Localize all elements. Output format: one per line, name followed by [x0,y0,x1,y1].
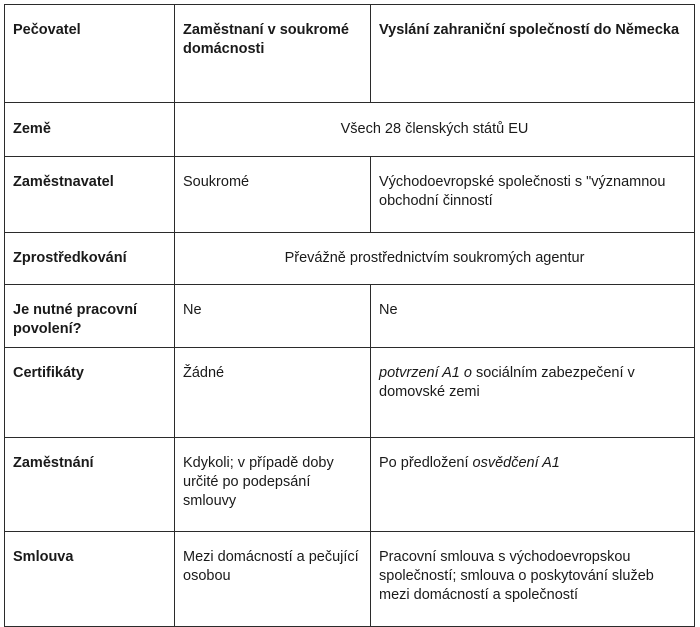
row-label-work-permit: Je nutné pracovní povolení? [5,285,175,348]
row-label-employment: Zaměstnání [5,438,175,532]
employment-posting [371,438,695,532]
table-row-country [5,103,695,157]
employment-private: Kdykoli; v případě doby určité po podepsání smlouvy [175,438,371,532]
employment-posting-italic: osvědčení A1 [472,455,560,471]
certificates-posting [371,348,695,438]
table-row-work-permit [5,285,695,348]
certificates-private: Žádné [175,348,371,438]
employer-private: Soukromé [175,157,371,233]
header-caregiver: Pečovatel [5,5,175,103]
table-header-row [5,5,695,103]
table-row-contract [5,532,695,627]
work-permit-private: Ne [175,285,371,348]
row-label-country: Země [5,103,175,157]
header-posting-foreign-company: Vyslání zahraniční společností do Německa [371,5,695,103]
certificates-posting-rest: sociálním zabezpečení v domovské zemi [379,365,635,400]
table-row-certificates [5,348,695,438]
header-private-household: Zaměstnaní v soukromé domácnosti [175,5,371,103]
certificates-posting-italic: potvrzení A1 o [379,365,472,381]
comparison-table [4,4,695,627]
work-permit-posting: Ne [371,285,695,348]
contract-posting: Pracovní smlouva s východoevropskou společností; smlouva o poskytování služeb mezi domácností a společností [371,532,695,627]
row-label-contract: Smlouva [5,532,175,627]
country-value: Všech 28 členských států EU [175,103,695,157]
employer-posting: Východoevropské společnosti s "významnou obchodní činností [371,157,695,233]
row-label-certificates: Certifikáty [5,348,175,438]
table-row-employment [5,438,695,532]
table-row-employer [5,157,695,233]
row-label-employer: Zaměstnavatel [5,157,175,233]
mediation-value: Převážně prostřednictvím soukromých agentur [175,233,695,285]
employment-posting-prefix: Po předložení [379,455,473,471]
table-row-mediation [5,233,695,285]
contract-private: Mezi domácností a pečující osobou [175,532,371,627]
row-label-mediation: Zprostředkování [5,233,175,285]
